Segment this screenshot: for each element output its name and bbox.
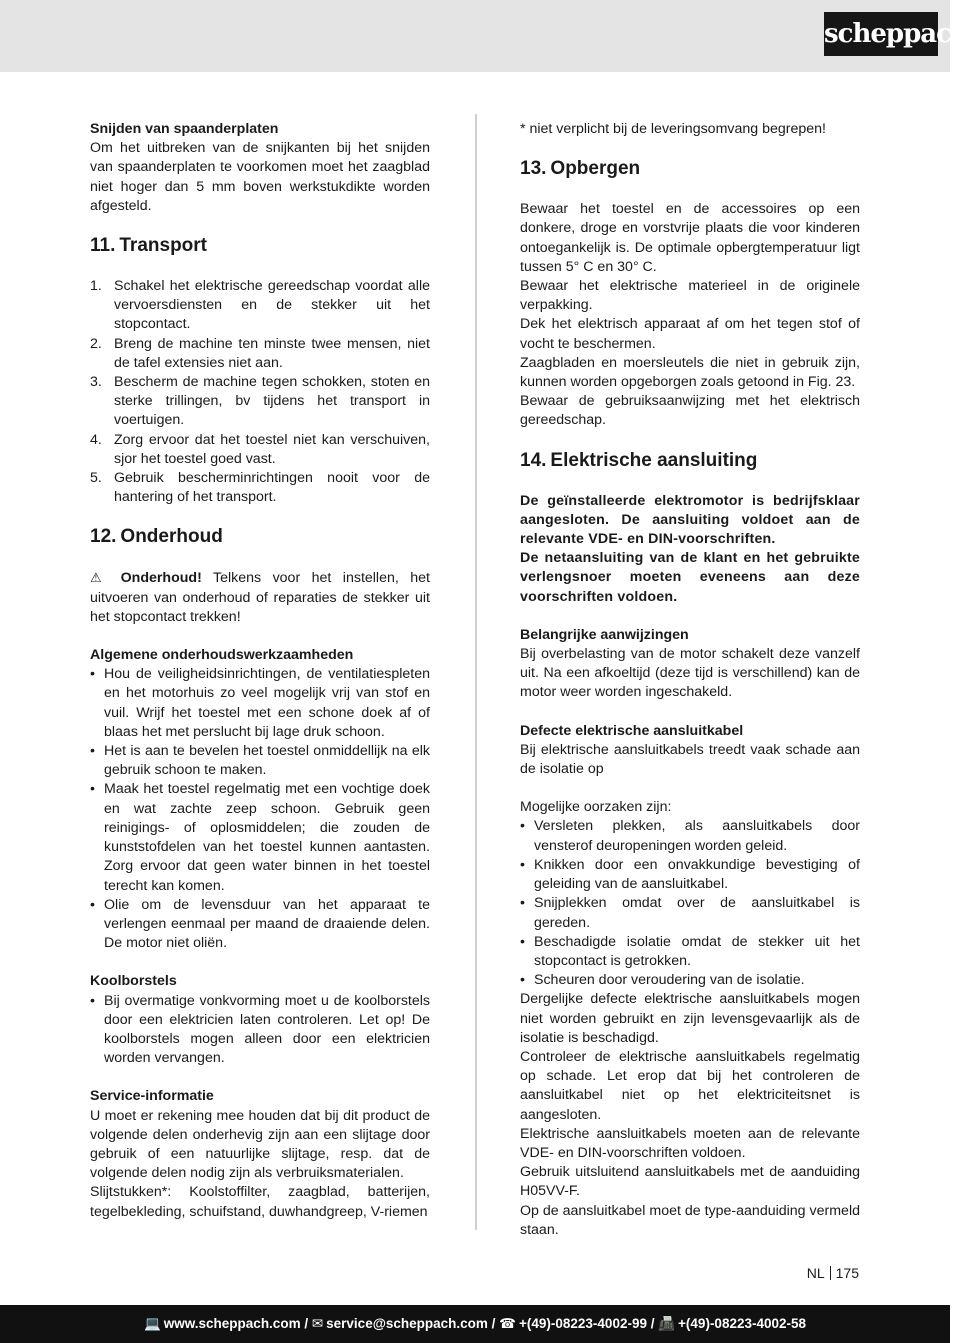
- paragraph: Dergelijke defecte elektrische aansluitkabels mogen niet worden gebruikt en zijn levensgevaarlijk als de isolatie is beschadigd.: [520, 991, 860, 1046]
- section-heading-elektrische-aansluiting: 14. Elektrische aansluiting: [520, 449, 758, 471]
- warning-icon: ⚠: [90, 570, 110, 586]
- paragraph: Gebruik uitsluitend aansluitkabels met de aanduiding H05VV-F.: [520, 1164, 860, 1200]
- footer-bar: 💻 www.scheppach.com / ✉ service@scheppach.com / ☎ +(49)-08223-4002-99 / 📠 +(49)-08223-4002-58: [0, 1305, 950, 1343]
- list-item: • Knikken door een onvakkundige bevestiging of geleiding van de aansluitkabel.: [520, 856, 860, 894]
- section-subheading: Belangrijke aanwijzingen: [520, 626, 689, 643]
- section-subheading: Snijden van spaanderplaten: [90, 121, 279, 137]
- paragraph: Mogelijke oorzaken zijn:: [520, 799, 672, 816]
- section-heading-opbergen: 13. Opbergen: [520, 158, 641, 180]
- paragraph: Zaagbladen en moersleutels die niet in gebruik zijn, kunnen worden opgeborgen zoals getoond in Fig. 23.: [520, 354, 860, 391]
- paragraph: Slijtstukken*: Koolstoffilter, zaagblad, batterijen, tegelbekleding, schuifstand, duwhandgreep, V-riemen: [90, 1184, 430, 1220]
- left-column: [90, 120, 430, 1222]
- fax-icon: 📠: [658, 1316, 676, 1331]
- list-item: • Bij overmatige vonkvorming moet u de koolborstels door een elektricien laten controleren. Let op! De koolborstels mogen alleen door een elektricien worden vervangen.: [90, 992, 430, 1069]
- list-item: 5. Gebruik bescherminrichtingen nooit voor de hantering of het transport.: [90, 470, 430, 506]
- warning-paragraph: ⚠ Onderhoud! Telkens voor het instellen, het uitvoeren van onderhoud of reparaties de stekker uit het stopcontact trekken!: [90, 570, 430, 625]
- list-item: • Het is aan te bevelen het toestel onmiddellijk na elk gebruik schoon te maken.: [90, 742, 430, 780]
- maintenance-list: [90, 665, 430, 953]
- paragraph: Bewaar het elektrische materieel in de originele verpakking.: [520, 278, 860, 314]
- page-number: NL 175: [806, 1265, 859, 1281]
- column-divider: [475, 114, 477, 1230]
- header-band: [0, 0, 950, 72]
- phone-number: +(49)-08223-4002-99: [519, 1316, 647, 1331]
- list-item: 2. Breng de machine ten minste twee mensen, niet de tafel extensies niet aan.: [90, 335, 430, 371]
- paragraph: U moet er rekening mee houden dat bij dit product de volgende delen onderhevig zijn aan een slijtage door gebruik of een natuurlijke slijtage, resp. dat de volgende delen nodig zijn als verbruiksmaterialen.: [90, 1107, 430, 1182]
- section-subheading: Service-informatie: [90, 1088, 214, 1105]
- right-column: [520, 120, 860, 1240]
- list-item: • Olie om de levensduur van het apparaat te verlengen eenmaal per maand de draaiende delen. De motor niet oliën.: [90, 896, 430, 954]
- list-item: 3. Bescherm de machine tegen schokken, stoten en sterke trillingen, bv tijdens het transport in voertuigen.: [90, 374, 430, 429]
- list-item: • Snijplekken omdat over de aansluitkabel is gereden.: [520, 894, 860, 932]
- paragraph: Bewaar het toestel en de accessoires op een donkere, droge en vorstvrije plaats die voor kinderen ontoegankelijk is. De optimale opbergtemperatuur ligt tussen 5° C en 30° C.: [520, 201, 860, 275]
- section-heading-onderhoud: 12. Onderhoud: [90, 526, 223, 548]
- paragraph: Bij overbelasting van de motor schakelt deze vanzelf uit. Na een afkoeltijd (deze tijd is verschillend) kan de motor weer worden ingeschakeld.: [520, 646, 860, 701]
- computer-icon: 💻: [143, 1316, 161, 1331]
- fax-number: +(49)-08223-4002-58: [678, 1316, 807, 1331]
- list-item: • Beschadigde isolatie omdat de stekker uit het stopcontact is getrokken.: [520, 933, 860, 971]
- mail-icon: ✉: [311, 1316, 324, 1331]
- paragraph: Bij elektrische aansluitkabels treedt vaak schade aan de isolatie op: [520, 741, 860, 778]
- paragraph: Controleer de elektrische aansluitkabels regelmatig op schade. Let erop dat bij het controleren de aansluitkabel niet op het elektriciteitsnet is aangesloten.: [520, 1048, 860, 1123]
- phone-icon: ☎: [499, 1316, 516, 1331]
- list-item: 1. Schakel het elektrische gereedschap voordat alle vervoersdiensten en de stekker uit het stopcontact.: [90, 278, 430, 333]
- section-heading-transport: 11. Transport: [90, 235, 207, 257]
- paragraph: Dek het elektrisch apparaat af om het tegen stof of vocht te beschermen.: [520, 316, 860, 352]
- list-item: • Hou de veiligheidsinrichtingen, de ventilatiespleten en het motorhuis zo veel mogelijk vrij van stof en vuil. Wrijf het toestel met een schone doek af of blaas het met perslucht bij lage druk schoon.: [90, 665, 430, 742]
- section-subheading: Defecte elektrische aansluitkabel: [520, 722, 744, 739]
- causes-list: [520, 817, 860, 990]
- paragraph: Op de aansluitkabel moet de type-aanduiding vermeld staan.: [520, 1202, 860, 1238]
- brushes-list: [90, 992, 430, 1069]
- paragraph: Bewaar de gebruiksaanwijzing met het elektrisch gereedschap.: [520, 393, 860, 429]
- bold-paragraph: De geïnstalleerde elektromotor is bedrijfsklaar aangesloten. De aansluiting voldoet aan de relevante VDE- en DIN-voorschriften.: [520, 492, 860, 548]
- scheppach-logo: scheppach: [824, 12, 938, 56]
- transport-list: [90, 277, 430, 507]
- paragraph: Elektrische aansluitkabels moeten aan de relevante VDE- en DIN-voorschriften voldoen.: [520, 1125, 860, 1161]
- list-item: • Maak het toestel regelmatig met een vochtige doek en wat zachte zeep schoon. Gebruik geen reinigings- of oplosmiddelen; die zouden de kunststofdelen van het toestel kunnen aantasten. Zorg ervoor dat geen water binnen in het toestel terecht kan komen.: [90, 780, 430, 895]
- list-item: 4. Zorg ervoor dat het toestel niet kan verschuiven, sjor het toestel goed vast.: [90, 431, 430, 467]
- list-item: • Scheuren door veroudering van de isolatie.: [520, 971, 860, 990]
- paragraph: Om het uitbreken van de snijkanten bij het snijden van spaanderplaten te voorkomen moet het zaagblad niet hoger dan 5 mm boven werkstukdikte worden afgesteld.: [90, 140, 430, 214]
- list-item: • Versleten plekken, als aansluitkabels door vensterof deuropeningen worden geleid.: [520, 817, 860, 855]
- section-subheading: Algemene onderhoudswerkzaamheden: [90, 647, 354, 664]
- email-link[interactable]: service@scheppach.com: [326, 1316, 488, 1331]
- bold-paragraph: De netaansluiting van de klant en het gebruikte verlengsnoer moeten eveneens aan deze voorschriften voldoen.: [520, 550, 860, 605]
- footnote: * niet verplicht bij de leveringsomvang begrepen!: [520, 121, 827, 137]
- warning-label: Onderhoud!: [120, 570, 202, 587]
- section-subheading: Koolborstels: [90, 973, 177, 990]
- website-link[interactable]: www.scheppach.com: [163, 1316, 301, 1331]
